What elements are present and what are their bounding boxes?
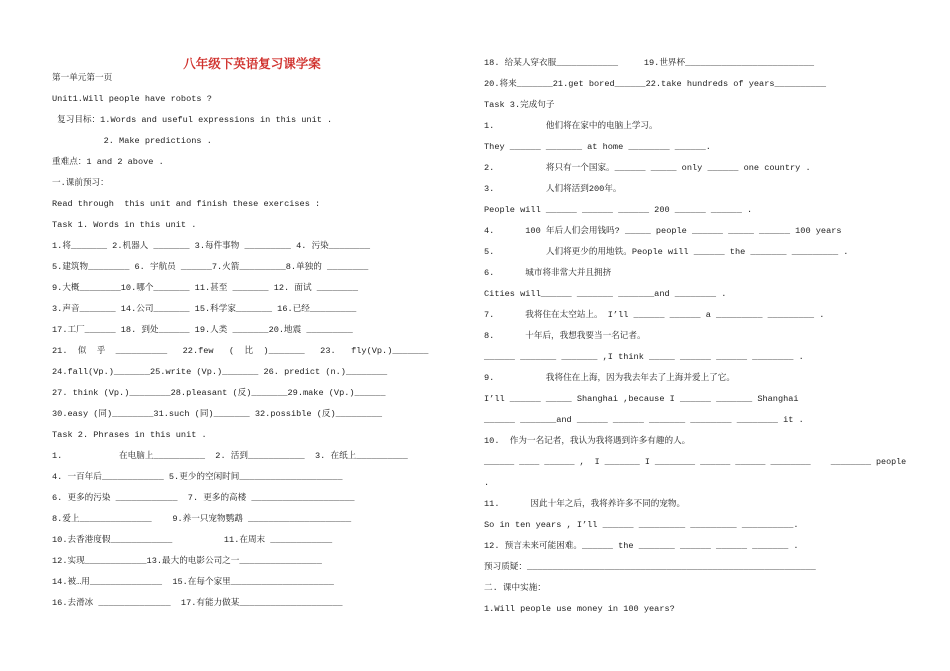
left-line-4: 2. Make predictions . (52, 136, 212, 146)
left-line-10: 5.建筑物________ 6. 宇航员 ______7.火箭_________8.单独的 ________ (52, 262, 369, 272)
right-line-18: ______ _______and ______ ______ _______ ________ ________ it . (484, 415, 804, 425)
right-line-16: 9. 我将住在上海，因为我去年去了上海并爱上了它。 (484, 373, 735, 383)
left-line-23: 10.去香港度假____________ 11.在周末 ____________ (52, 535, 333, 545)
right-line-27: 1.Will people use money in 100 years? (484, 604, 675, 614)
left-line-1: 第一单元第一页 (52, 73, 113, 83)
left-line-2: Unit1.Will people have robots ? (52, 94, 212, 104)
left-line-16: 27. think (Vp.)________28.pleasant (反)_______29.make (Vp.)______ (52, 388, 386, 398)
right-line-8: People will ______ ______ ______ 200 ______ ______ . (484, 205, 753, 215)
right-line-7: 3. 人们将活到200年。 (484, 184, 622, 194)
left-line-13: 17.工厂______ 18. 到处______ 19.人类 _______20.地震 _________ (52, 325, 353, 335)
left-line-6: 一.课前预习： (52, 178, 109, 188)
right-line-6: 2. 将只有一个国家。______ _____ only ______ one country . (484, 163, 811, 173)
right-line-20: ______ ____ ______ , I _______ I ________ ______ ______ ________ ________ people (484, 457, 907, 467)
left-line-7: Read through this unit and finish these exercises : (52, 199, 321, 209)
right-line-15: ______ _______ _______ ,I think _____ ______ ______ ________ . (484, 352, 804, 362)
left-line-24: 12.实现____________13.最大的电影公司之一________________ (52, 556, 322, 566)
right-line-11: 6. 城市将非常大并且拥挤 (484, 268, 612, 278)
right-line-12: Cities will______ _______ _______and ________ . (484, 289, 727, 299)
left-line-11: 9.大概________10.哪个_______ 11.甚至 _______ 12. 面试 ________ (52, 283, 358, 293)
right-line-26: 二. 课中实施： (484, 583, 546, 593)
right-line-3: Task 3.完成句子 (484, 100, 555, 110)
right-line-2: 20.将来_______21.get bored______22.take hundreds of years__________ (484, 79, 827, 89)
left-line-15: 24.fall(Vp.)_______25.write (Vp.)_______ 26. predict (n.)________ (52, 367, 388, 377)
right-line-19: 10. 作为一名记者，我认为我将遇到许多有趣的人。 (484, 436, 691, 446)
right-line-4: 1. 他们将在家中的电脑上学习。 (484, 121, 658, 131)
left-line-20: 4. 一百年后____________ 5.更少的空闲时间____________________ (52, 472, 343, 482)
right-line-23: So in ten years , I’ll ______ _________ _________ __________. (484, 520, 799, 530)
left-line-8: Task 1. Words in this unit . (52, 220, 197, 230)
left-line-12: 3.声音_______ 14.公司_______ 15.科学家_______ 16.已经_________ (52, 304, 357, 314)
left-line-9: 1.将_______ 2.机器人 _______ 3.每件事物 _________ 4. 污染________ (52, 241, 371, 251)
left-line-21: 6. 更多的污染 ____________ 7. 更多的高楼 ____________________ (52, 493, 355, 503)
right-line-17: I’ll ______ _____ Shanghai ,because I ______ _______ Shanghai (484, 394, 799, 404)
left-line-17: 30.easy (同)________31.such (同)_______ 32.possible (反)_________ (52, 409, 383, 419)
left-line-18: Task 2. Phrases in this unit . (52, 430, 207, 440)
right-line-1: 18. 给某人穿衣服____________ 19.世界杯_________________________ (484, 58, 815, 68)
left-line-25: 14.被…用______________ 15.在每个家里____________________ (52, 577, 334, 587)
right-line-24: 12. 预言未来可能困难。______ the _______ ______ ______ _______ . (484, 541, 799, 551)
left-line-3: 复习目标：1.Words and useful expressions in this unit . (52, 115, 333, 125)
left-line-19: 1. 在电脑上__________ 2. 活到___________ 3. 在纸上__________ (52, 451, 408, 461)
right-line-10: 5. 人们将更少的用地铁。People will ______ the _______ _________ . (484, 247, 849, 257)
right-line-25: 预习质疑：________________________________________________________ (484, 562, 816, 572)
left-line-14: 21. 似 乎 __________ 22.few ( 比 )_______ 23. fly(Vp.)_______ (52, 346, 429, 356)
left-line-22: 8.爱上______________ 9.养一只宠物鹦鹉 ____________________ (52, 514, 352, 524)
page-title: 八年级下英语复习课学案 (183, 56, 321, 71)
right-line-21: . (484, 478, 490, 488)
left-line-5: 重难点：1 and 2 above . (52, 157, 164, 167)
right-line-13: 7. 我将住在太空站上。 I’ll ______ ______ a _________ _________ . (484, 310, 825, 320)
right-line-22: 11. 因此十年之后，我将养许多不同的宠物。 (484, 499, 686, 509)
right-line-5: They ______ _______ at home ________ ______. (484, 142, 711, 152)
right-line-14: 8. 十年后，我想我要当一名记者。 (484, 331, 646, 341)
left-line-26: 16.去滑冰 ______________ 17.有能力做某____________________ (52, 598, 343, 608)
right-line-9: 4. 100 年后人们会用钱吗? _____ people ______ _____ ______ 100 years (484, 226, 842, 236)
